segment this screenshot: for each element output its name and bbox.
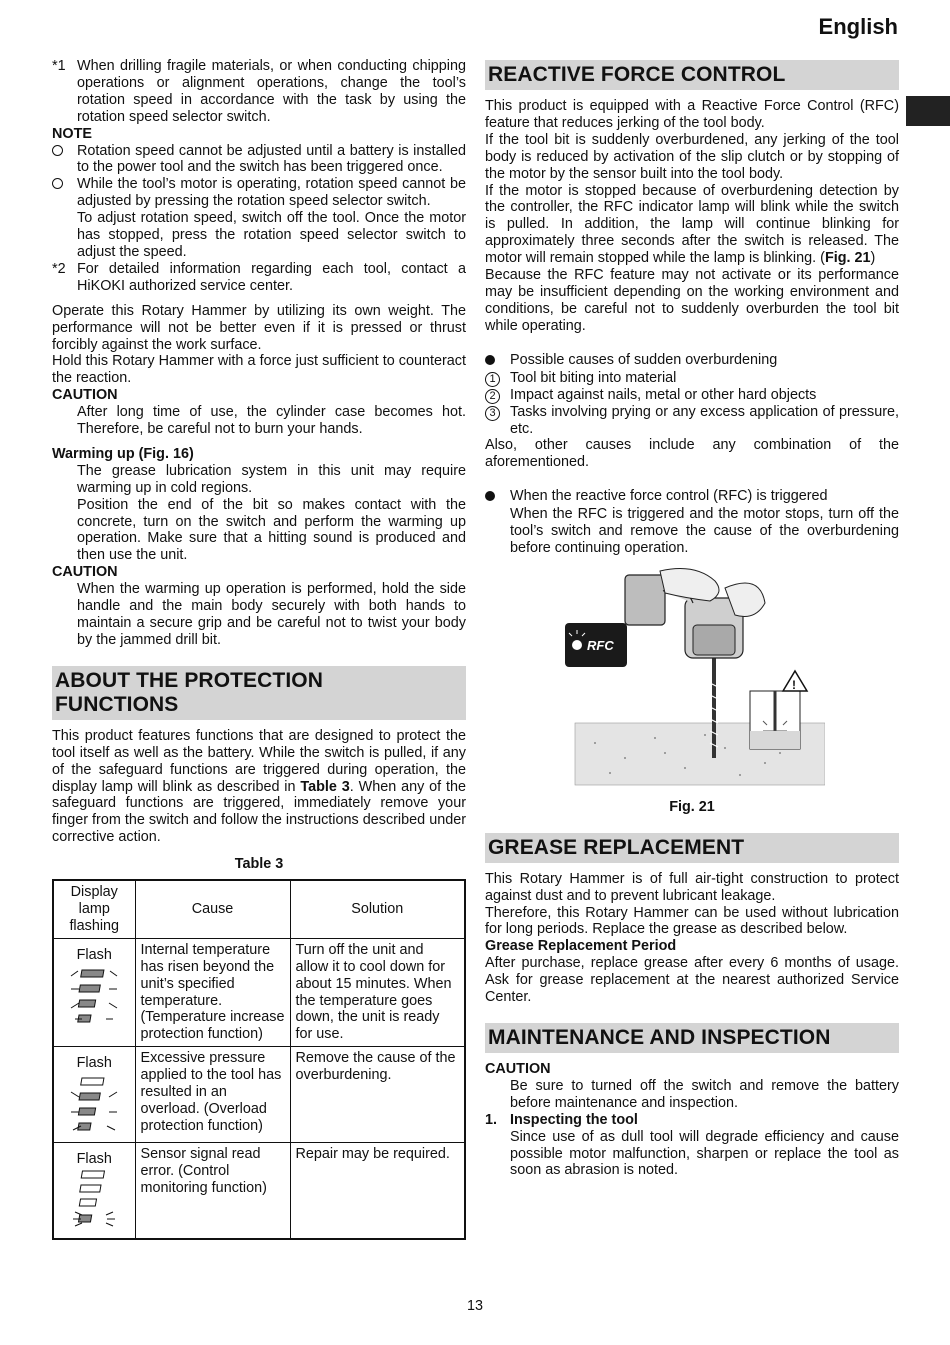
warming-up-text: Position the end of the bit so makes contact with the concrete, turn on the switch and perform the warming up operation. Make sure that a hitting sound is produced and then use the unit. — [77, 496, 466, 564]
bullet-icon — [485, 355, 495, 365]
cause-cell: Excessive pressure applied to the tool has resulted in an overload. (Overload protection function) — [135, 1047, 290, 1143]
rfc-heading: REACTIVE FORCE CONTROL — [485, 60, 899, 90]
cause-item — [485, 387, 899, 404]
footnote-marker: *2 — [52, 260, 66, 277]
figure-reference: Fig. 21 — [824, 250, 871, 267]
cause-item — [485, 404, 899, 438]
causes-title-text: Possible causes of sudden overburdening — [510, 351, 778, 368]
footnote-1 — [52, 58, 466, 126]
rfc-paragraph: Because the RFC feature may not activate or its performance may be insufficient depending on the working environment and conditions, be careful not to suddenly overburden the tool bit while operating. — [485, 267, 899, 334]
note-item — [52, 143, 466, 177]
caution-title: CAUTION — [52, 564, 118, 581]
cause-cell: Internal temperature has risen beyond the unit’s specified temperature. (Temperature increase protection function) — [135, 938, 290, 1046]
left-column — [52, 58, 466, 1240]
solution-cell: Turn off the unit and allow it to cool down for about 15 minutes. When the temperature goes down, the unit is ready for use. — [290, 938, 465, 1046]
caution-text: Be sure to turned off the switch and remove the battery before maintenance and inspection. — [510, 1077, 899, 1111]
solution-cell: Repair may be required. — [290, 1143, 465, 1239]
table-row — [53, 1143, 465, 1239]
rfc-text: If the motor is stopped because of overburdening detection by the controller, the RFC indicator lamp will blink while the switch is pulled. In addition, the lamp will continue blinking for approximately three seconds after the switch is released. The motor will remain stopped while the lamp is blinking. ( — [485, 182, 899, 267]
hand — [660, 568, 719, 600]
bullet-icon — [485, 491, 495, 501]
rotary-hammer-rfc-illustration — [565, 563, 825, 793]
page-number: 13 — [466, 1298, 483, 1314]
grease-paragraph: Therefore, this Rotary Hammer can be used without lubrication for long periods. Replace the grease as described below. — [485, 904, 899, 938]
note-item-continuation: To adjust rotation speed, switch off the tool. Once the motor has stopped, press the rotation speed selector switch to adjust the speed. — [77, 210, 466, 260]
inspect-number: 1. — [485, 1111, 498, 1128]
lamp-cell — [53, 1047, 135, 1143]
caution-text: When the warming up operation is performed, hold the side handle and the main body securely with both hands to maintain a secure grip and be careful not to twist your body by the jammed drill bit. — [77, 581, 466, 648]
column-header: Solution — [290, 880, 465, 938]
causes-title — [485, 352, 899, 370]
grease-paragraph: This Rotary Hammer is of full air-tight construction to protect against dust and to prevent lubricant leakage. — [485, 870, 899, 904]
table-row — [53, 1047, 465, 1143]
cause-item-text: Tasks involving prying or any excess application of pressure, etc. — [510, 403, 899, 437]
rfc-text: ) — [870, 250, 876, 267]
protection-functions-heading: ABOUT THE PROTECTION FUNCTIONS — [52, 666, 466, 720]
operate-paragraph: Hold this Rotary Hammer with a force just sufficient to counteract the reaction. — [52, 353, 466, 387]
language-label: English — [818, 14, 898, 39]
rfc-label: RFC — [587, 637, 614, 653]
lamp-all-flash-icon — [69, 964, 119, 1026]
cause-item — [485, 370, 899, 387]
warming-up-text: The grease lubrication system in this unit may require warming up in cold regions. — [77, 462, 466, 496]
battery-pack — [625, 575, 665, 625]
protection-text: . When any of the safeguard functions are triggered, immediately remove your finger from the switch and follow the instructions described under corrective action. — [52, 778, 466, 846]
cause-item-text: Impact against nails, metal or other hard objects — [510, 386, 817, 403]
solution-cell: Remove the cause of the overburdening. — [290, 1047, 465, 1143]
lamp-bottom-flash-icon — [69, 1168, 119, 1230]
rfc-triggered-title-text: When the reactive force control (RFC) is triggered — [510, 488, 828, 505]
footnote-marker: *1 — [52, 58, 66, 74]
protection-paragraph — [52, 728, 466, 846]
footnote-text: When drilling fragile materials, or when conducting chipping operations or alignment operations, change the tool’s rotation speed in accordance with the task by using the rotation speed selector switch. — [77, 58, 466, 125]
operate-paragraph: Operate this Rotary Hammer by utilizing its own weight. The performance will not be better even if it is pressed or thrust forcibly against the work surface. — [52, 302, 466, 353]
inspect-title — [485, 1112, 899, 1129]
circle-bullet-icon — [52, 178, 63, 189]
footnote-2 — [52, 261, 466, 295]
grease-period-title: Grease Replacement Period — [485, 938, 677, 955]
note-item-text: Rotation speed cannot be adjusted until a battery is installed to the power tool and the switch has been triggered once. — [77, 142, 466, 176]
note-item-text: While the tool’s motor is operating, rotation speed cannot be adjusted by pressing the rotation speed selector switch. — [77, 176, 466, 210]
caution-title: CAUTION — [52, 387, 118, 404]
protection-table — [52, 879, 466, 1240]
column-header: Cause — [135, 880, 290, 938]
lamp-text: Flash — [76, 1151, 112, 1168]
lamp-text: Flash — [76, 946, 112, 963]
lamp-cell — [53, 1143, 135, 1239]
rfc-paragraph — [485, 183, 899, 268]
caution-text: After long time of use, the cylinder case becomes hot. Therefore, be careful not to burn your hands. — [77, 404, 466, 438]
table-reference: Table 3 — [300, 778, 350, 795]
table-caption: Table 3 — [234, 856, 284, 873]
rfc-triggered-title — [485, 488, 899, 506]
lamp-text: Flash — [76, 1055, 112, 1072]
maintenance-heading: MAINTENANCE AND INSPECTION — [485, 1023, 899, 1053]
rfc-paragraph: If the tool bit is suddenly overburdened, any jerking of the tool body is reduced by activation of the slip clutch or by stopping of the motor by the sensor built into the tool body. — [485, 131, 899, 182]
inspect-text: Since use of as dull tool will degrade efficiency and cause possible motor malfunction, sharpen or replace the tool as soon as abrasion is noted. — [510, 1128, 899, 1179]
circled-number-icon: 1 — [485, 372, 500, 387]
circle-bullet-icon — [52, 145, 63, 156]
rfc-paragraph: This product is equipped with a Reactive Force Control (RFC) feature that reduces jerking of the tool body. — [485, 98, 899, 131]
table-row — [53, 938, 465, 1046]
inspect-title-text: Inspecting the tool — [510, 1111, 638, 1128]
right-column — [485, 60, 899, 1179]
warming-up-title: Warming up (Fig. 16) — [52, 445, 194, 462]
grease-period-text: After purchase, replace grease after every 6 months of usage. Ask for grease replacement at the nearest authorized Service Center. — [485, 955, 899, 1006]
footnote-text: For detailed information regarding each tool, contact a HiKOKI authorized service center. — [77, 260, 466, 294]
column-header: Display lamp flashing — [53, 880, 135, 938]
table-header-row — [53, 880, 465, 938]
section-tab-marker — [906, 96, 950, 126]
lamp-cell — [53, 938, 135, 1046]
lamp-lower-flash-icon — [69, 1072, 119, 1134]
rfc-triggered-text: When the RFC is triggered and the motor stops, turn off the tool’s switch and remove the cause of the overburdening before continuing operation. — [510, 506, 899, 556]
cause-cell: Sensor signal read error. (Control monitoring function) — [135, 1143, 290, 1239]
cause-item-text: Tool bit biting into material — [510, 369, 677, 386]
causes-also: Also, other causes include any combination of the aforementioned. — [485, 437, 899, 471]
figure-21 — [565, 563, 825, 793]
grease-heading: GREASE REPLACEMENT — [485, 833, 899, 863]
note-item — [52, 176, 466, 210]
figure-caption: Fig. 21 — [669, 798, 715, 815]
circled-number-icon: 3 — [485, 406, 500, 421]
caution-title: CAUTION — [485, 1061, 551, 1077]
svg-text:!: ! — [792, 677, 796, 692]
note-title: NOTE — [52, 125, 92, 142]
protection-text: This product features functions that are designed to protect the tool itself as well as the battery. While the switch is pulled, if any of the safeguard functions are triggered during operation, the display lamp will blink as described in — [52, 727, 466, 795]
circled-number-icon: 2 — [485, 389, 500, 404]
